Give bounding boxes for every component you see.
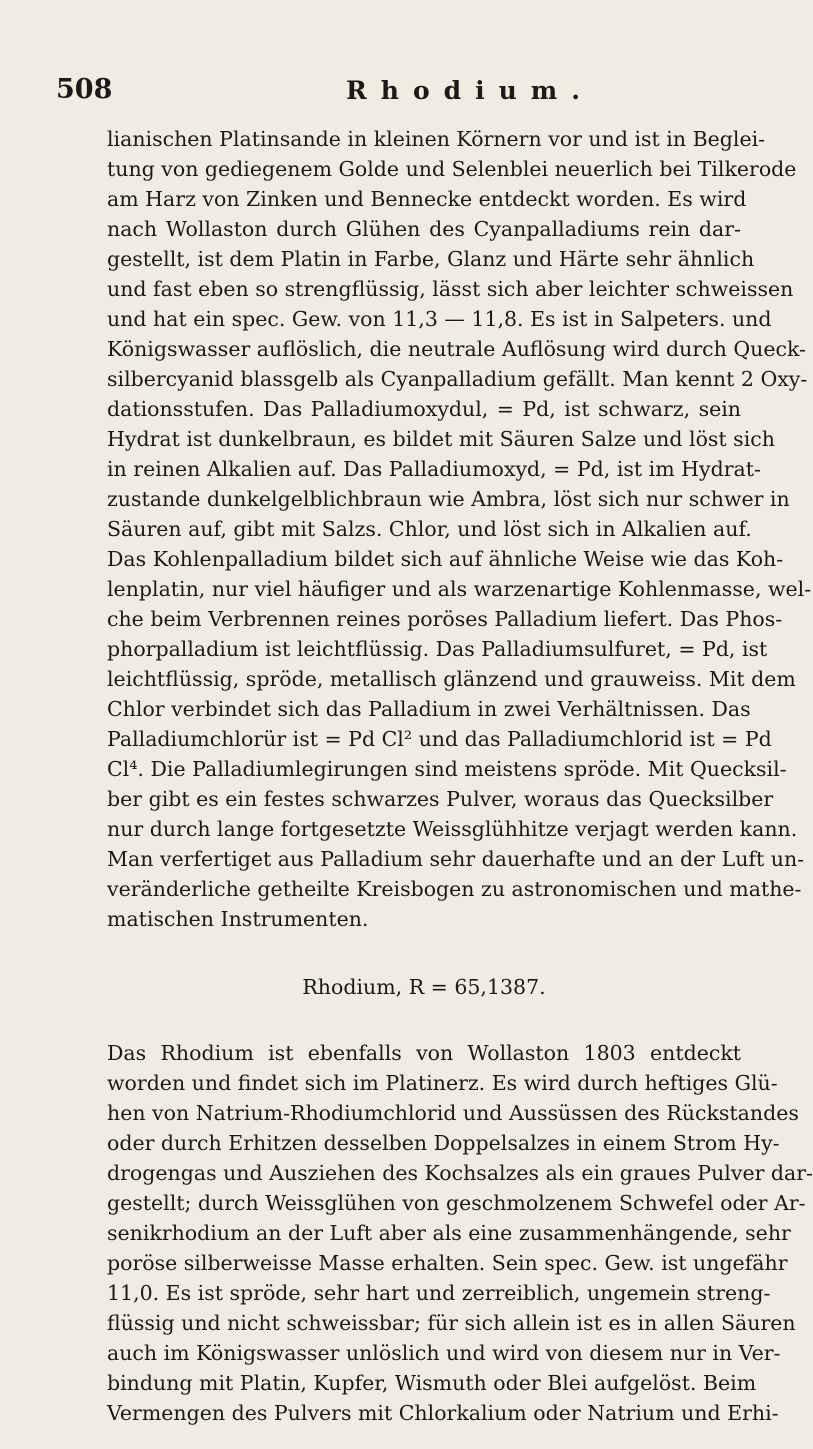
text-line: dationsstufen. Das Palladiumoxydul, = Pd, ist schwarz, sein [107, 397, 741, 421]
text-line: Königswasser auflöslich, die neutrale Auflösung wird durch Queck- [107, 337, 806, 361]
text-line: tung von gediegenem Golde und Selenblei neuerlich bei Tilkerode [107, 157, 797, 181]
text-line: 11,0. Es ist spröde, sehr hart und zerreiblich, ungemein streng- [107, 1281, 771, 1305]
text-line: in reinen Alkalien auf. Das Palladiumoxyd, = Pd, ist im Hydrat- [107, 457, 761, 481]
text-line: am Harz von Zinken und Bennecke entdeckt worden. Es wird [107, 187, 747, 211]
text-line: und hat ein spec. Gew. von 11,3 — 11,8. Es ist in Salpeters. und [107, 307, 772, 331]
text-line: hen von Natrium-Rhodiumchlorid und Aussüssen des Rückstandes [107, 1101, 799, 1125]
text-line: Das Rhodium ist ebenfalls von Wollaston 1803 entdeckt [107, 1041, 741, 1065]
text-line: gestellt; durch Weissglühen von geschmolzenem Schwefel oder Ar- [107, 1191, 806, 1215]
text-line: auch im Königswasser unlöslich und wird von diesem nur in Ver- [107, 1341, 781, 1365]
text-line: senikrhodium an der Luft aber als eine zusammenhängende, sehr [107, 1221, 791, 1245]
text-line: che beim Verbrennen reines poröses Palladium liefert. Das Phos- [107, 607, 783, 631]
text-line: oder durch Erhitzen desselben Doppelsalzes in einem Strom Hy- [107, 1131, 780, 1155]
text-line: nur durch lange fortgesetzte Weissglühhitze verjagt werden kann. [107, 817, 798, 841]
text-line: gestellt, ist dem Platin in Farbe, Glanz und Härte sehr ähnlich [107, 247, 755, 271]
text-line: Hydrat ist dunkelbraun, es bildet mit Säuren Salze und löst sich [107, 427, 775, 451]
text-line: nach Wollaston durch Glühen des Cyanpalladiums rein dar- [107, 217, 741, 241]
text-line: leichtflüssig, spröde, metallisch glänzend und grauweiss. Mit dem [107, 667, 796, 691]
page-header [56, 74, 746, 114]
running-title: Rhodium. [346, 76, 594, 105]
text-line: matischen Instrumenten. [107, 907, 369, 931]
text-line: Palladiumchlorür ist = Pd Cl² und das Palladiumchlorid ist = Pd [107, 727, 772, 751]
text-line: bindung mit Platin, Kupfer, Wismuth oder Blei aufgelöst. Beim [107, 1371, 757, 1395]
text-line: flüssig und nicht schweissbar; für sich allein ist es in allen Säuren [107, 1311, 796, 1335]
text-line: Chlor verbindet sich das Palladium in zwei Verhältnissen. Das [107, 697, 751, 721]
text-line: veränderliche getheilte Kreisbogen zu astronomischen und mathe- [107, 877, 802, 901]
text-line: silbercyanid blassgelb als Cyanpalladium gefällt. Man kennt 2 Oxy- [107, 367, 808, 391]
text-line: Vermengen des Pulvers mit Chlorkalium oder Natrium und Erhi- [107, 1401, 779, 1425]
page-number: 508 [56, 74, 113, 105]
text-line: Das Kohlenpalladium bildet sich auf ähnliche Weise wie das Koh- [107, 547, 784, 571]
text-line: Säuren auf, gibt mit Salzs. Chlor, und löst sich in Alkalien auf. [107, 517, 752, 541]
text-line: ber gibt es ein festes schwarzes Pulver, woraus das Quecksilber [107, 787, 774, 811]
text-line: poröse silberweisse Masse erhalten. Sein spec. Gew. ist ungefähr [107, 1251, 788, 1275]
text-line: Man verfertiget aus Palladium sehr dauerhafte und an der Luft un- [107, 847, 805, 871]
text-line: phorpalladium ist leichtflüssig. Das Palladiumsulfuret, = Pd, ist [107, 637, 768, 661]
text-line: lianischen Platinsande in kleinen Körnern vor und ist in Beglei- [107, 127, 766, 151]
text-line: lenplatin, nur viel häufiger und als warzenartige Kohlenmasse, wel- [107, 577, 812, 601]
text-line: drogengas und Ausziehen des Kochsalzes als ein graues Pulver dar- [107, 1161, 813, 1185]
text-line: zustande dunkelgelblichbraun wie Ambra, löst sich nur schwer in [107, 487, 790, 511]
section-heading: Rhodium, R = 65,1387. [302, 975, 546, 999]
text-line: und fast eben so strengflüssig, lässt sich aber leichter schweissen [107, 277, 794, 301]
text-line: Cl⁴. Die Palladiumlegirungen sind meistens spröde. Mit Quecksil- [107, 757, 787, 781]
text-line: worden und findet sich im Platinerz. Es wird durch heftiges Glü- [107, 1071, 778, 1095]
